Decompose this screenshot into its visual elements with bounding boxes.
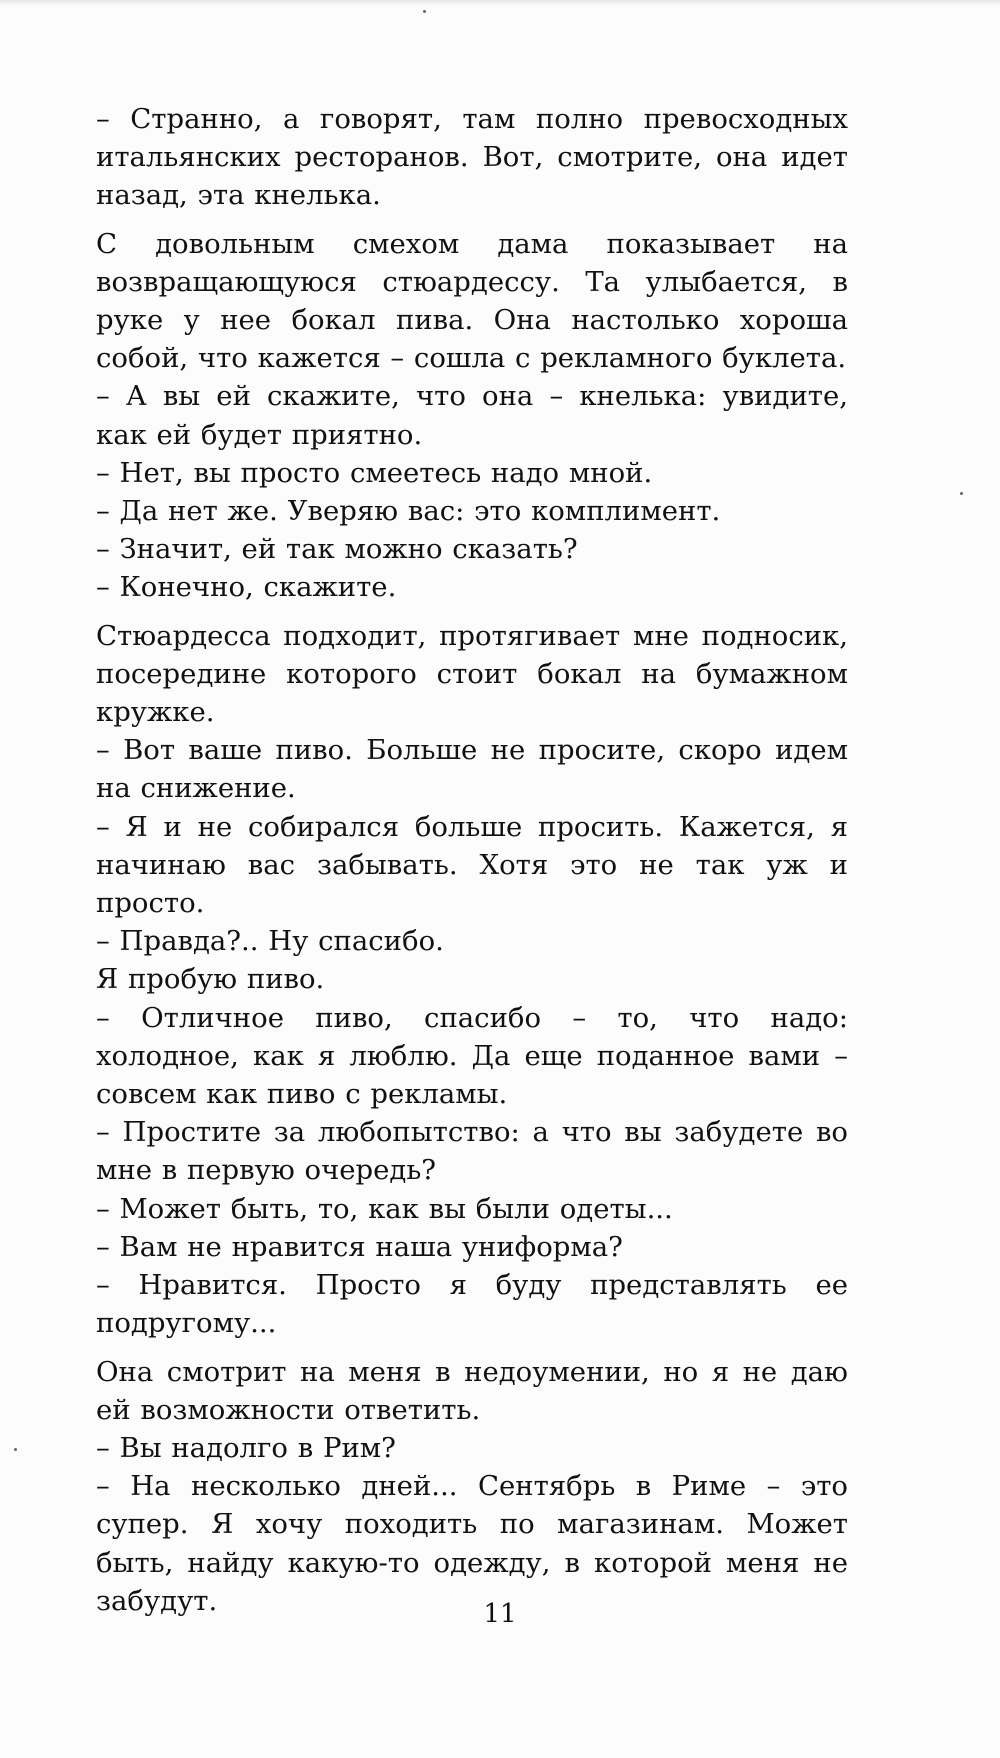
paragraph-5: – Да нет же. Уверяю вас: это комплимент.: [96, 495, 721, 528]
paragraph-15: – Может быть, то, как вы были одеты...: [96, 1192, 673, 1225]
page-number: 11: [483, 1599, 517, 1629]
paragraph-20: – На несколько дней... Сентябрь в Риме – это супер. Я хочу походить по магазинам. Может быть, найду какую-то одежду, в которой меня не забудут.: [96, 1470, 848, 1617]
text-block: [96, 100, 848, 1620]
scan-speck: [14, 1448, 17, 1451]
paragraph-16: – Вам не нравится наша униформа?: [96, 1230, 623, 1263]
paragraph-14: – Простите за любопытство: а что вы забудете во мне в первую очередь?: [96, 1116, 848, 1187]
paragraph-3: – А вы ей скажите, что она – кнелька: увидите, как ей будет приятно.: [96, 380, 848, 451]
page-edge: [0, 0, 1000, 6]
paragraph-8: Стюардесса подходит, протягивает мне подносик, посередине которого стоит бокал на бумажном кружке.: [96, 619, 848, 729]
paragraph-9: – Вот ваше пиво. Больше не просите, скоро идем на снижение.: [96, 734, 848, 805]
paragraph-17: – Нравится. Просто я буду представлять ее подругому...: [96, 1269, 848, 1340]
paragraph-13: – Отличное пиво, спасибо – то, что надо: холодное, как я люблю. Да еще поданное вами – совсем как пиво с рекламы.: [96, 1001, 848, 1111]
paragraph-1: – Странно, а говорят, там полно превосходных итальянских ресторанов. Вот, смотрите, она идет назад, эта кнелька.: [96, 103, 848, 212]
paragraph-12: Я пробую пиво.: [96, 963, 325, 996]
paragraph-11: – Правда?.. Ну спасибо.: [96, 925, 444, 958]
paragraph-18: Она смотрит на меня в недоумении, но я не даю ей возможности ответить.: [96, 1355, 848, 1426]
scan-speck: [423, 10, 426, 13]
paragraph-7: – Конечно, скажите.: [96, 571, 397, 604]
paragraph-2: С довольным смехом дама показывает на возвращающуюся стюардессу. Та улыбается, в руке у нее бокал пива. Она настолько хороша собой, что кажется – сошла с рекламного буклета.: [96, 227, 848, 375]
scan-speck: [960, 492, 963, 495]
paragraph-10: – Я и не собирался больше просить. Кажется, я начинаю вас забывать. Хотя это не так уж и просто.: [96, 810, 848, 920]
paragraph-4: – Нет, вы просто смеетесь надо мной.: [96, 456, 653, 489]
paragraph-19: – Вы надолго в Рим?: [96, 1431, 396, 1464]
paragraph-6: – Значит, ей так можно сказать?: [96, 533, 578, 566]
